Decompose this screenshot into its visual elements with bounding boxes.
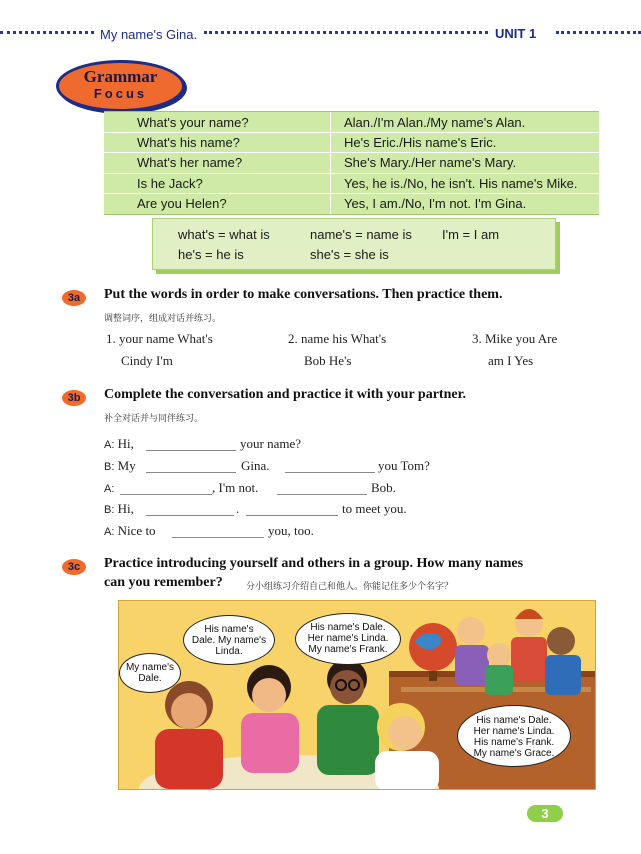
speech-bubble-4 xyxy=(457,705,571,767)
scramble-item-3-line2: am I Yes xyxy=(488,353,534,368)
header-dots-middle xyxy=(204,31,488,38)
dialogue-text: Hi, xyxy=(117,501,134,516)
bubble-text: My name's Frank. xyxy=(308,644,388,655)
speech-bubble-2 xyxy=(183,615,275,665)
scramble-item-1-line2: Cindy I'm xyxy=(121,353,173,368)
exercise-title-3b: Complete the conversation and practice it with your partner. xyxy=(104,387,467,402)
table-row xyxy=(104,193,599,213)
dialogue-text: My xyxy=(117,458,136,473)
question-cell: What's his name? xyxy=(137,135,240,150)
exercise-title-3a: Put the words in order to make conversations. Then practice them. xyxy=(104,287,503,302)
dialogue-line xyxy=(104,501,134,517)
answer-cell: Yes, he is./No, he isn't. His name's Mike. xyxy=(344,176,578,191)
header-dots-left xyxy=(0,31,94,38)
table-row xyxy=(104,132,599,152)
page-number: 3 xyxy=(527,805,563,822)
table-row xyxy=(104,152,599,172)
table-row xyxy=(104,173,599,193)
dialogue-text: you, too. xyxy=(268,523,314,538)
classroom-illustration xyxy=(118,600,596,790)
exercise-label-3a: 3a xyxy=(62,290,86,306)
header-dots-right xyxy=(556,31,641,38)
bubble-text: Her name's Linda. xyxy=(473,726,555,737)
speaker-label: A: xyxy=(104,439,115,451)
bubble-text: My name's Grace. xyxy=(473,748,555,759)
answer-blank[interactable] xyxy=(146,472,236,473)
speaker-label: A: xyxy=(104,483,115,495)
contraction: what's = what is xyxy=(178,227,270,242)
answer-cell: She's Mary./Her name's Mary. xyxy=(344,155,517,170)
bubble-text: His name's Dale. xyxy=(476,715,552,726)
contraction: I'm = I am xyxy=(442,227,500,242)
scramble-item-2-line1: 2. name his What's xyxy=(288,331,387,346)
speech-bubble-1 xyxy=(119,653,181,693)
speaker-label: B: xyxy=(104,461,115,473)
question-cell: Are you Helen? xyxy=(137,196,227,211)
exercise-subtitle-3b: 补全对话并与同伴练习。 xyxy=(104,414,204,424)
question-cell: What's her name? xyxy=(137,155,243,170)
speaker-label: B: xyxy=(104,504,115,516)
bubble-text: His name's Dale. xyxy=(310,622,386,633)
dialogue-text: Hi, xyxy=(117,436,134,451)
dialogue-text: Bob. xyxy=(371,480,396,495)
answer-blank[interactable] xyxy=(146,450,236,451)
answer-cell: Yes, I am./No, I'm not. I'm Gina. xyxy=(344,196,527,211)
dialogue-text: your name? xyxy=(240,436,302,451)
dialogue-text: Nice to xyxy=(117,523,156,538)
bubble-text: Her name's Linda. xyxy=(307,633,389,644)
exercise-title-3c-line1: Practice introducing yourself and others in a group. How many names xyxy=(104,556,524,571)
question-cell: What's your name? xyxy=(137,115,249,130)
dialogue-line xyxy=(104,436,134,452)
bubble-text: His name's xyxy=(204,624,254,635)
dialogue-line xyxy=(104,480,114,496)
table-row xyxy=(104,112,599,132)
answer-blank[interactable] xyxy=(172,537,264,538)
answer-cell: Alan./I'm Alan./My name's Alan. xyxy=(344,115,526,130)
answer-blank[interactable] xyxy=(120,494,212,495)
speech-bubble-3 xyxy=(295,613,401,665)
badge-title: Grammar xyxy=(83,67,158,86)
exercise-title-3c-line2: can you remember? xyxy=(104,575,223,590)
answer-blank[interactable] xyxy=(277,494,367,495)
exercise-label-3b: 3b xyxy=(62,390,86,406)
answer-cell: He's Eric./His name's Eric. xyxy=(344,135,497,150)
exercise-subtitle-3c: 分小组练习介绍自己和他人。你能记住多少个名字？ xyxy=(246,582,454,592)
contractions-box xyxy=(152,218,556,270)
bubble-text: His name's Frank. xyxy=(473,737,555,748)
grammar-focus-badge xyxy=(56,60,185,112)
exercise-label-3c: 3c xyxy=(62,559,86,575)
dialogue-text: you Tom? xyxy=(378,458,430,473)
scramble-item-1-line1: 1. your name What's xyxy=(106,331,213,346)
dialogue-text: , I'm not. xyxy=(212,480,259,495)
scramble-item-3-line1: 3. Mike you Are xyxy=(472,331,558,346)
question-cell: Is he Jack? xyxy=(137,176,203,191)
speaker-label: A: xyxy=(104,526,115,538)
dialogue-line xyxy=(104,458,136,474)
badge-subtitle: Focus xyxy=(93,86,148,101)
answer-blank[interactable] xyxy=(146,515,234,516)
bubble-text: Linda. xyxy=(215,646,243,657)
answer-blank[interactable] xyxy=(246,515,338,516)
lesson-title: My name's Gina. xyxy=(100,27,198,42)
contraction: she's = she is xyxy=(310,247,389,262)
bubble-text: My name's xyxy=(125,662,175,673)
dialogue-line xyxy=(104,523,156,539)
dialogue-text: . xyxy=(236,501,240,516)
dialogue-text: Gina. xyxy=(241,458,270,473)
bubble-text: Dale. My name's xyxy=(191,635,267,646)
exercise-subtitle-3a: 调整词序，组成对话并练习。 xyxy=(104,314,222,324)
scramble-item-2-line2: Bob He's xyxy=(304,353,352,368)
contraction: he's = he is xyxy=(178,247,244,262)
answer-blank[interactable] xyxy=(285,472,375,473)
bubble-text: Dale. xyxy=(138,673,162,684)
grammar-table xyxy=(104,111,599,215)
unit-label: UNIT 1 xyxy=(495,26,537,41)
contraction: name's = name is xyxy=(310,227,412,242)
dialogue-text: to meet you. xyxy=(342,501,407,516)
